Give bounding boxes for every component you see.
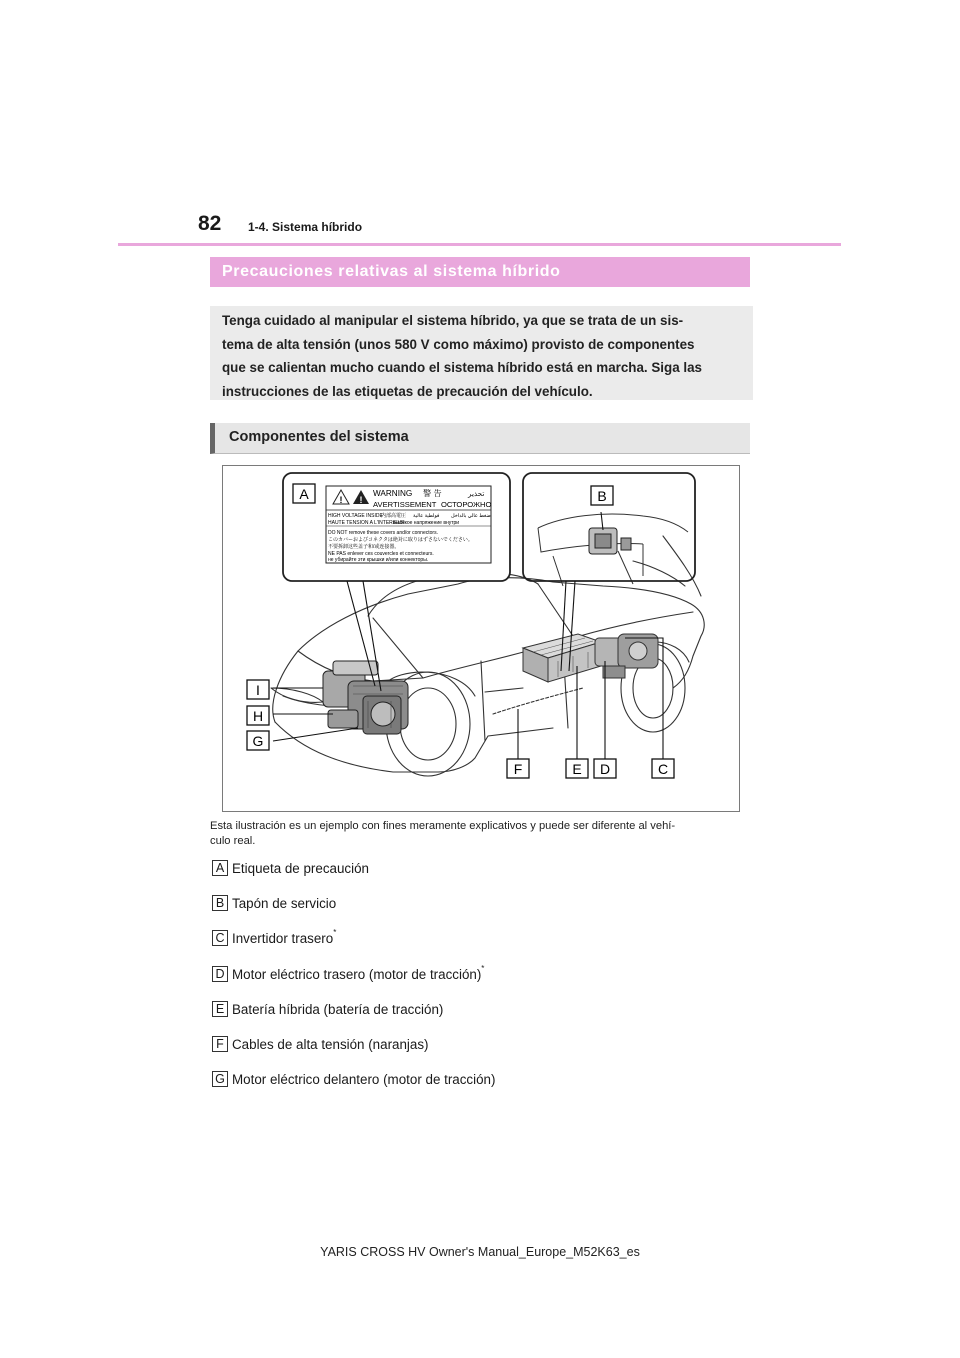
svg-text:I: I	[256, 682, 260, 698]
warning-label-line: HAUTE TENSION A L'INTERIEUR	[328, 520, 405, 526]
caption-line: culo real.	[210, 835, 256, 847]
svg-text:A: A	[299, 486, 309, 502]
legend-label: Invertidor trasero	[232, 931, 334, 947]
svg-text:D: D	[599, 761, 611, 777]
page-footer: YARIS CROSS HV Owner's Manual_Europe_M52K63_es	[320, 1245, 640, 1259]
header-rule	[118, 243, 841, 246]
warning-label-line: не убирайте эти крышки и/или коннекторы.	[328, 557, 429, 563]
legend-letter-badge: G	[212, 1071, 228, 1087]
svg-text:F: F	[513, 761, 523, 777]
warning-label-line: 不要拆卸这些盖子和/或连接器。	[328, 544, 400, 550]
legend-text	[232, 1072, 495, 1087]
warning-label-line: 内部高電圧	[381, 513, 407, 519]
warning-label-line: NE PAS enlever ces couvercles et connecteurs.	[328, 551, 434, 557]
legend-letter-badge: B	[212, 895, 228, 911]
legend-text	[232, 896, 336, 911]
warning-label-line: ضغط عالي بالداخل	[451, 513, 491, 519]
car-illustration	[223, 466, 739, 811]
warning-label-line: AVERTISSEMENT	[373, 500, 437, 509]
footnote-mark: *	[481, 963, 485, 973]
legend-letter-badge: F	[212, 1036, 228, 1052]
footnote-mark: *	[333, 928, 337, 938]
legend-text	[232, 963, 485, 982]
legend-label: Motor eléctrico delantero (motor de tracción)	[232, 1072, 496, 1088]
warning-label-line: высокое напряжение внутри	[393, 520, 460, 526]
svg-text:B: B	[597, 488, 607, 504]
figure-caption	[210, 819, 755, 849]
svg-text:!: !	[359, 495, 363, 505]
warning-label-line: HIGH VOLTAGE INSIDE	[328, 513, 383, 519]
warning-label-line: このカバーおよびコネクタは絶対に取りはずさないでください。	[328, 537, 473, 543]
svg-text:H: H	[252, 708, 264, 724]
legend-label: Cables de alta tensión (naranjas)	[232, 1036, 429, 1052]
legend-label: Batería híbrida (batería de tracción)	[232, 1001, 444, 1017]
intro-box	[210, 306, 753, 400]
legend-label: Tapón de servicio	[232, 896, 337, 912]
warning-label-line: DO NOT remove these covers and/or connectors.	[328, 530, 438, 536]
legend-letter-badge: E	[212, 1001, 228, 1017]
legend-letter-badge: C	[212, 930, 228, 946]
svg-text:C: C	[657, 761, 669, 777]
warning-label-line: تحذير	[468, 489, 485, 498]
intro-line: tema de alta tensión (unos 580 V como máximo) provisto de componentes	[222, 336, 695, 352]
warning-label-line: 警 告	[423, 489, 442, 498]
section-banner: Precauciones relativas al sistema híbrido	[210, 257, 750, 287]
callout-A	[293, 484, 315, 503]
subsection-banner: Componentes del sistema	[210, 423, 750, 454]
warning-label-line: فولطية عالية	[413, 513, 440, 519]
caption-line: Esta ilustración es un ejemplo con fines meramente explicativos y puede ser diferente al vehí-	[210, 820, 676, 832]
legend-label: Etiqueta de precaución	[232, 861, 369, 876]
legend-letter-badge: D	[212, 966, 228, 982]
svg-text:E: E	[572, 761, 582, 777]
legend-text	[232, 1037, 429, 1052]
section-reference: 1-4. Sistema híbrido	[248, 220, 363, 234]
callout-E	[566, 759, 588, 778]
callout-F	[507, 759, 529, 778]
system-components-figure	[222, 465, 740, 812]
callout-C	[652, 759, 674, 778]
warning-label-line: ОСТОРОЖНО	[441, 500, 492, 509]
legend-text	[232, 1002, 443, 1017]
legend-text	[232, 861, 369, 876]
intro-line: que se calientan mucho cuando el sistema híbrido está en marcha. Siga las	[222, 360, 702, 375]
warning-label-line: WARNING	[373, 489, 413, 498]
callout-D	[594, 759, 616, 778]
legend-label: Motor eléctrico trasero (motor de tracción)	[232, 966, 482, 982]
svg-text:G: G	[252, 733, 264, 749]
legend-text	[232, 928, 337, 947]
svg-text:!: !	[339, 495, 343, 505]
callout-B	[591, 486, 613, 505]
callout-H	[247, 706, 269, 725]
intro-line: Tenga cuidado al manipular el sistema híbrido, ya que se trata de un sis-	[222, 313, 684, 328]
callout-G	[247, 731, 269, 750]
page-number: 82	[198, 212, 222, 235]
callout-I	[247, 680, 269, 699]
intro-line: instrucciones de las etiquetas de precaución del vehículo.	[222, 383, 593, 399]
legend-letter-badge: A	[212, 860, 228, 876]
